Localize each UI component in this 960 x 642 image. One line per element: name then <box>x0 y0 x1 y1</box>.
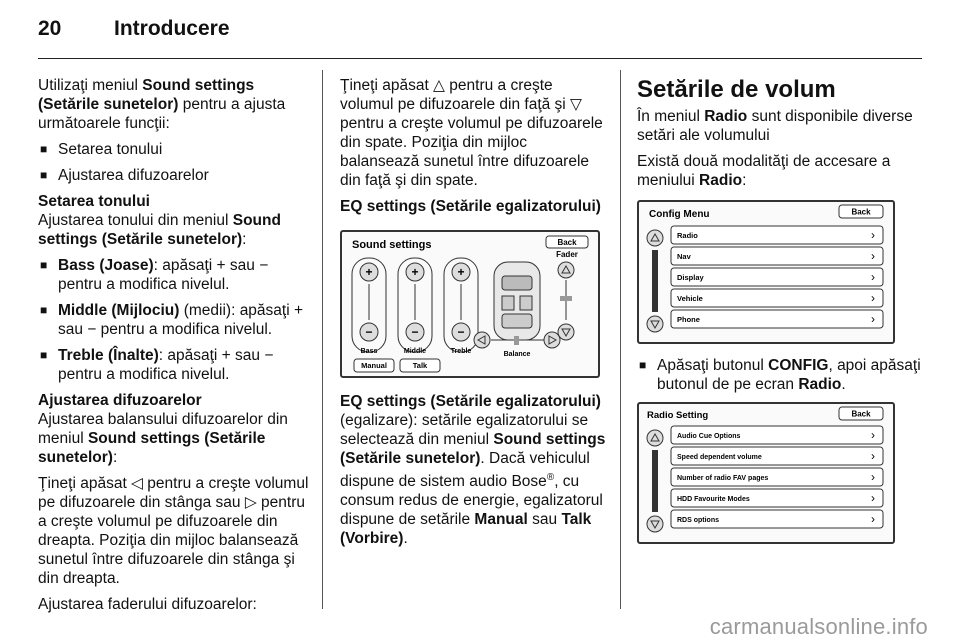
radio-setting-screen <box>637 402 895 544</box>
speaker-paragraph: Ajustarea balansului difuzoarelor din meniul Sound settings (Setările sunetelor): <box>38 411 288 466</box>
sound-settings-graphic <box>342 232 598 376</box>
back-label: Back <box>557 238 577 247</box>
column-divider-2 <box>620 70 621 609</box>
svg-text:+: + <box>411 265 419 279</box>
list-item: ■ Ajustarea difuzoarelor <box>38 166 310 185</box>
chevron-right-icon: › <box>871 491 875 505</box>
config-title: Config Menu <box>649 209 710 220</box>
chevron-right-icon: › <box>871 228 875 242</box>
intro-paragraph: Utilizaţi meniul Sound settings (Setările sunetelor) pentru a ajusta următoarele funcţii: <box>38 77 286 132</box>
talk-label: Talk <box>412 361 428 370</box>
list-item[interactable] <box>671 268 883 286</box>
list-item[interactable] <box>671 310 883 328</box>
back-label: Back <box>851 207 871 217</box>
svg-text:Vehicle: Vehicle <box>677 294 703 303</box>
scroll-down-icon[interactable] <box>647 316 663 332</box>
svg-text:−: − <box>365 325 373 339</box>
chevron-right-icon: › <box>871 428 875 442</box>
svg-text:Radio: Radio <box>677 231 698 240</box>
list-item-bass: ■ Bass (Joase): apăsaţi + sau − pentru a modifica nivelul. <box>38 256 310 294</box>
list-item[interactable] <box>671 426 883 444</box>
middle-slider[interactable] <box>398 258 432 352</box>
radio-setting-graphic <box>639 404 893 542</box>
balance-paragraph: Ţineţi apăsat ◁ pentru a creşte volumul pe difuzoarele din stânga sau ▷ pentru a creşte volumul pe difuzoarele din dreapta. Poziţia din mijloc balansează sunetul între difuzoarele din stânga şi din dreapta. <box>38 475 309 587</box>
list-item-treble: ■ Treble (Înalte): apăsaţi + sau − pentru a modifica nivelul. <box>38 346 310 384</box>
fader-up-icon[interactable] <box>558 262 574 278</box>
scroll-up-icon[interactable] <box>647 230 663 246</box>
tone-heading: Setarea tonului <box>38 193 150 210</box>
svg-text:−: − <box>457 325 465 339</box>
eq-heading: EQ settings (Setările egalizatorului) <box>340 198 601 215</box>
column-2 <box>340 76 608 555</box>
chevron-right-icon: › <box>871 449 875 463</box>
chevron-right-icon: › <box>871 470 875 484</box>
balance-label: Balance <box>503 351 531 358</box>
svg-text:RDS options: RDS options <box>677 517 719 524</box>
svg-text:Number of radio FAV pages: Number of radio FAV pages <box>677 475 769 482</box>
chevron-right-icon: › <box>871 312 875 326</box>
eq-paragraph: (egalizare): setările egalizatorului se selectează din meniul Sound settings (Setările sunetelor). Dacă vehiculul dispune de sistem audio Bose®, cu consum redus de energie, egalizatorul dispune de setările Manual sau Talk (Vorbire). <box>340 412 606 548</box>
config-menu-graphic <box>639 202 893 342</box>
scroll-up-icon[interactable] <box>647 430 663 446</box>
svg-text:Audio Cue Options: Audio Cue Options <box>677 433 741 440</box>
balance-left-icon[interactable] <box>474 332 490 348</box>
volume-paragraph-1: În meniul Radio sunt disponibile diverse setări ale volumului <box>637 108 913 144</box>
radio-title: Radio Setting <box>647 410 709 421</box>
back-label: Back <box>851 409 871 419</box>
list-item-config: ■ Apăsaţi butonul CONFIG, apoi apăsaţi butonul de pe ecran Radio. <box>637 356 927 394</box>
eq-subheading: EQ settings (Setările egalizatorului) <box>340 393 601 410</box>
list-item[interactable] <box>671 510 883 528</box>
column-3 <box>637 76 927 544</box>
fader-label: Fader <box>556 250 578 259</box>
svg-text:+: + <box>365 265 373 279</box>
list-item[interactable] <box>671 226 883 244</box>
section-heading: Setările de volum <box>637 76 836 103</box>
svg-text:Speed dependent volume: Speed dependent volume <box>677 454 762 461</box>
svg-text:Nav: Nav <box>677 252 691 261</box>
fader-paragraph: Ajustarea faderului difuzoarelor: <box>38 596 257 613</box>
list-item: ■ Setarea tonului <box>38 140 310 159</box>
car-icon <box>494 262 540 340</box>
page-number: 20 <box>38 17 62 40</box>
list-item[interactable] <box>671 289 883 307</box>
list-item[interactable] <box>671 447 883 465</box>
header-rule <box>38 58 922 59</box>
chevron-right-icon: › <box>871 270 875 284</box>
middle-label: Middle <box>403 348 427 355</box>
bass-label: Bass <box>360 348 378 355</box>
scroll-down-icon[interactable] <box>647 516 663 532</box>
balance-right-icon[interactable] <box>544 332 560 348</box>
fader-down-icon[interactable] <box>558 324 574 340</box>
svg-text:−: − <box>411 325 419 339</box>
list-item[interactable] <box>671 468 883 486</box>
tone-paragraph: Ajustarea tonului din meniul Sound settings (Setările sunetelor): <box>38 212 281 248</box>
speaker-heading: Ajustarea difuzoarelor <box>38 392 202 409</box>
list-item[interactable] <box>671 247 883 265</box>
watermark: carmanualsonline.info <box>709 614 928 639</box>
chevron-right-icon: › <box>871 249 875 263</box>
svg-text:+: + <box>457 265 465 279</box>
svg-text:Phone: Phone <box>677 315 700 324</box>
column-1 <box>38 76 310 621</box>
page-title: Introducere <box>114 17 230 40</box>
config-menu-screen <box>637 200 895 344</box>
scrollbar[interactable] <box>652 250 658 312</box>
chevron-right-icon: › <box>871 291 875 305</box>
list-item[interactable] <box>671 489 883 507</box>
sound-settings-screen <box>340 230 600 378</box>
screen-title: Sound settings <box>352 239 432 251</box>
page-header <box>38 16 230 42</box>
treble-slider[interactable] <box>444 258 478 352</box>
list-item-middle: ■ Middle (Mijlociu) (medii): apăsaţi + sau − pentru a modifica nivelul. <box>38 301 310 339</box>
chevron-right-icon: › <box>871 512 875 526</box>
manual-label: Manual <box>361 361 387 370</box>
scrollbar[interactable] <box>652 450 658 512</box>
svg-text:Display: Display <box>677 273 704 282</box>
volume-paragraph-2: Există două modalităţi de accesare a meniului Radio: <box>637 153 891 189</box>
svg-text:HDD Favourite Modes: HDD Favourite Modes <box>677 496 750 503</box>
bass-slider[interactable] <box>352 258 386 352</box>
fader-description: Ţineţi apăsat △ pentru a creşte volumul pe difuzoarele din faţă şi ▽ pentru a creşte volumul pe difuzoarele din spate. Poziţia din mijloc balansează sunetul între difuzoarele din faţă şi din spate. <box>340 77 603 189</box>
column-divider-1 <box>322 70 323 609</box>
treble-label: Treble <box>450 348 472 355</box>
